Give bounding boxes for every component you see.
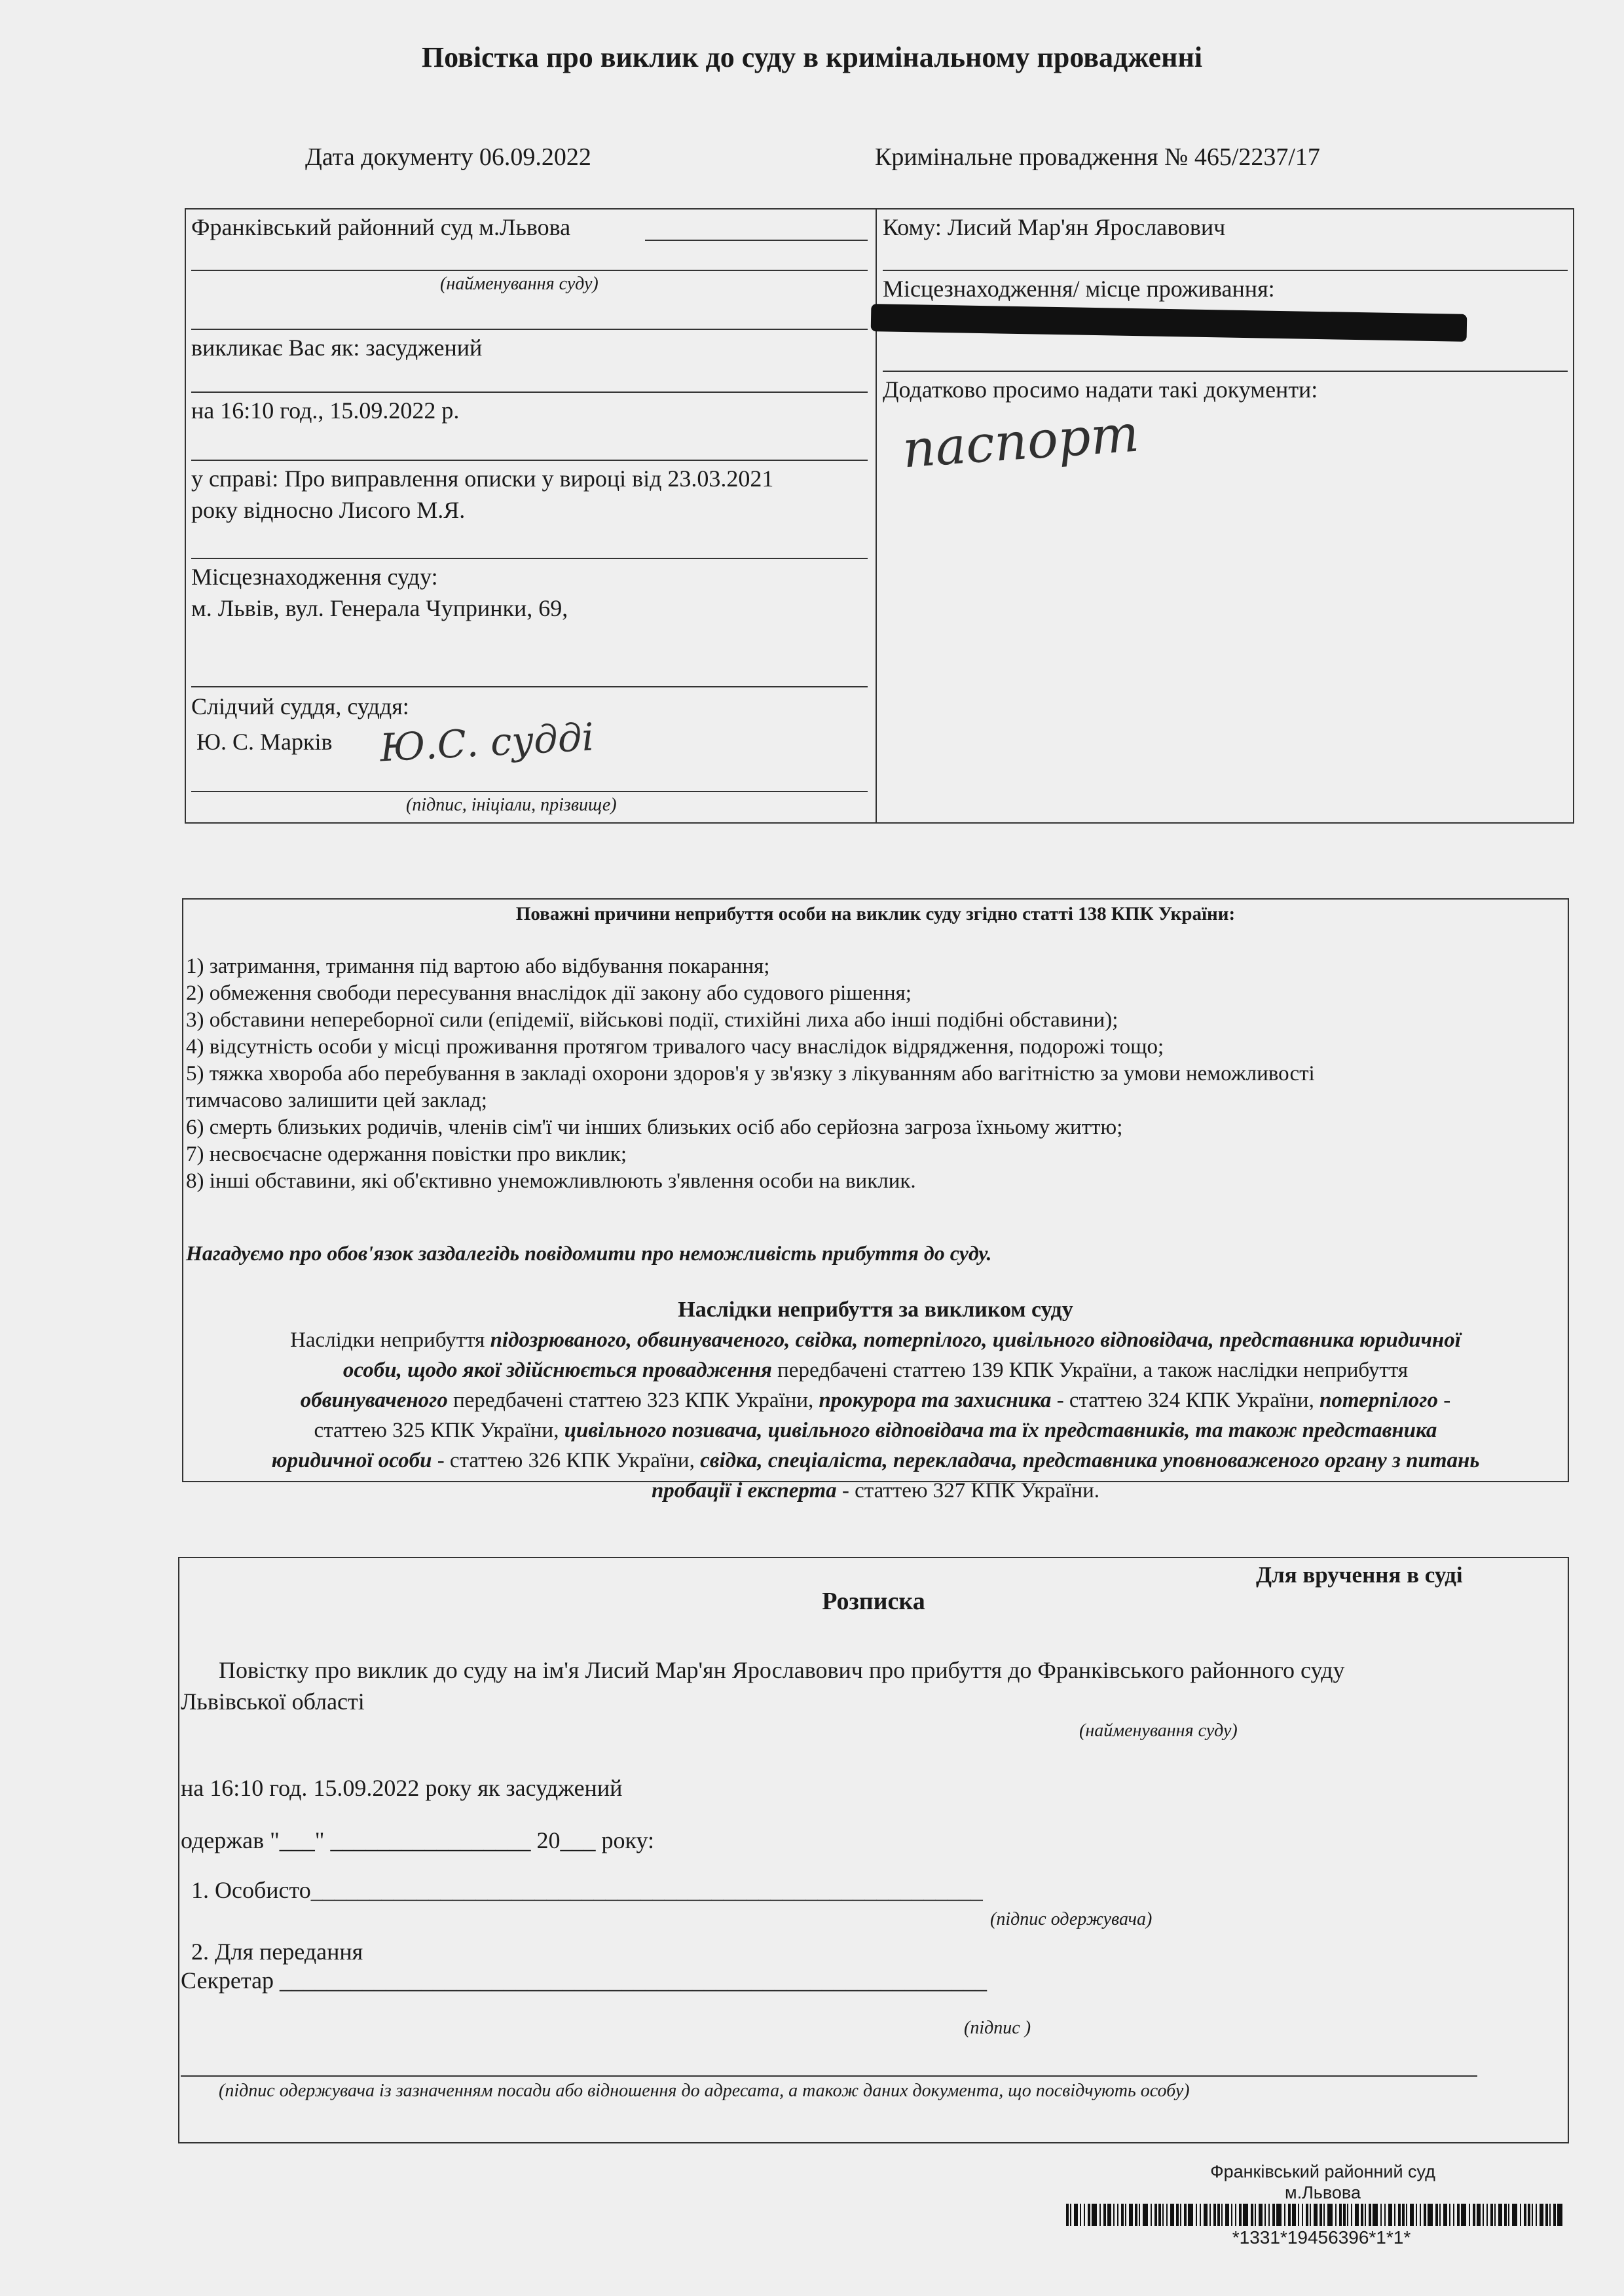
secretary-line: Секретар ____________________________________________________________	[181, 1967, 987, 1994]
barcode-bar	[1369, 2204, 1371, 2226]
barcode-bar	[1428, 2204, 1433, 2226]
barcode-bar	[1268, 2204, 1270, 2226]
separator-line	[883, 371, 1568, 372]
barcode-bar	[1384, 2204, 1386, 2226]
barcode-bar	[1520, 2204, 1521, 2226]
reminder-text: Нагадуємо про обов'язок заздалегідь повідомити про неможливість прибуття до суду.	[186, 1241, 992, 1265]
handwritten-documents: паспорт	[900, 404, 1141, 480]
barcode-bar	[1483, 2204, 1484, 2226]
barcode-bar	[1170, 2204, 1174, 2226]
barcode-bar	[1461, 2204, 1466, 2226]
barcode-bar	[1231, 2204, 1232, 2226]
barcode-bar	[1129, 2204, 1133, 2226]
court-location-label: Місцезнаходження суду:	[191, 564, 438, 590]
court-name: Франківський районний суд м.Львова	[191, 214, 571, 240]
barcode-bar	[1103, 2204, 1106, 2226]
barcode-bar	[1200, 2204, 1201, 2226]
barcode-bar	[1532, 2204, 1533, 2226]
barcode-bar	[1139, 2204, 1140, 2226]
separator-line	[883, 270, 1568, 271]
barcode-bar	[1347, 2204, 1348, 2226]
barcode-bar	[1239, 2204, 1242, 2226]
barcode-bar	[1420, 2204, 1421, 2226]
barcode-bar	[1457, 2204, 1460, 2226]
court-location-value: м. Львів, вул. Генерала Чупринки, 69,	[191, 595, 568, 621]
barcode-bar	[1125, 2204, 1126, 2226]
barcode-bar	[1343, 2204, 1346, 2226]
barcode-bar	[1335, 2204, 1337, 2226]
barcode-bar	[1204, 2204, 1208, 2226]
barcode-bar	[1314, 2204, 1318, 2226]
separator-line	[191, 558, 868, 559]
receipt-line1: Повістку про виклик до суду на ім'я Лисий Мар'ян Ярославович про прибуття до Франківського районного суду	[219, 1657, 1345, 1683]
barcode-bar	[1528, 2204, 1530, 2226]
footer-court-line2: м.Львова	[1285, 2183, 1361, 2202]
barcode-bar	[1406, 2204, 1407, 2226]
case-subject-line1: у справі: Про виправлення описки у вироці від 23.03.2021	[191, 465, 774, 492]
for-transfer-label: 2. Для передання	[191, 1939, 363, 1965]
barcode-bar	[1302, 2204, 1303, 2226]
barcode-bar	[1176, 2204, 1179, 2226]
receipt-datetime: на 16:10 год. 15.09.2022 року як засуджений	[181, 1775, 623, 1801]
barcode-bar	[1235, 2204, 1236, 2226]
barcode-bar	[1284, 2204, 1285, 2226]
barcode-bar	[1243, 2204, 1248, 2226]
barcode-bar	[1557, 2204, 1562, 2226]
barcode-bar	[1508, 2204, 1509, 2226]
barcode-bar	[1469, 2204, 1470, 2226]
separator-line	[191, 460, 868, 461]
barcode-bar	[1225, 2204, 1229, 2226]
case-number: Кримінальне провадження № 465/2237/17	[875, 143, 1320, 171]
barcode-bar	[1327, 2204, 1333, 2226]
barcode-bar	[1416, 2204, 1417, 2226]
consequences-text: Наслідки неприбуття підозрюваного, обвинуваченого, свідка, потерпілого, цивільного відповідача, представника юридичної особи, щодо якої здійснюється провадження передбачені статтею 139 КПК України, а також наслідки неприбуття обвинуваченого передбачені статтею 323 КПК України, прокурора та захисника - статтею 324 КПК України, потерпілого - статтею 325 КПК України, цивільного позивача, цивільного відповідача та їх представників, та також представника юридичної особи - статтею 326 КПК України, свідка, спеціаліста, перекладача, представника уповноваженого органу з питань пробації і експерта - статтею 327 КПК України.	[271, 1328, 1480, 1503]
barcode-bar	[1553, 2204, 1556, 2226]
barcode-bar	[1498, 2204, 1502, 2226]
barcode-bar	[1306, 2204, 1308, 2226]
barcode-bar	[1188, 2204, 1193, 2226]
barcode-bar	[1380, 2204, 1382, 2226]
document-title: Повістка про виклик до суду в кримінальному провадженні	[421, 41, 1203, 73]
barcode-bar	[1154, 2204, 1157, 2226]
court-name-line2	[191, 270, 868, 271]
barcode-bar	[1402, 2204, 1405, 2226]
barcode-bar	[1066, 2204, 1069, 2226]
barcode-bar	[1143, 2204, 1148, 2226]
judge-name: Ю. С. Марків	[196, 729, 333, 755]
recipient-name: Кому: Лисий Мар'ян Ярославович	[883, 214, 1226, 240]
barcode-bar	[1473, 2204, 1475, 2226]
barcode-bar	[1351, 2204, 1352, 2226]
receipt-line2: Львівської області	[181, 1688, 365, 1715]
barcode-bar	[1524, 2204, 1526, 2226]
barcode-bar	[1121, 2204, 1124, 2226]
barcode-bar	[1373, 2204, 1378, 2226]
bottom-caption: (підпис одержувача із зазначенням посади або відношення до адресата, а також даних документа, що посвідчують особу)	[219, 2081, 1190, 2101]
list-item: 4) відсутність особи у місці проживання протягом тривалого часу внаслідок відрядження, подорожі тощо;	[186, 1035, 1164, 1059]
barcode-bar	[1424, 2204, 1426, 2226]
barcode-bar	[1070, 2204, 1071, 2226]
barcode-bar	[1477, 2204, 1481, 2226]
barcode-bar	[1251, 2204, 1253, 2226]
barcode-bar	[1410, 2204, 1414, 2226]
barcode-bar	[1074, 2204, 1078, 2226]
barcode-bar	[1166, 2204, 1168, 2226]
barcode-bar	[1540, 2204, 1543, 2226]
barcode-bar	[1080, 2204, 1081, 2226]
barcode-bar	[1088, 2204, 1090, 2226]
barcode-bar	[1310, 2204, 1311, 2226]
for-court-label: Для вручення в суді	[1256, 1562, 1463, 1588]
barcode-bar	[1180, 2204, 1181, 2226]
barcode-bar	[1435, 2204, 1438, 2226]
table-divider	[876, 208, 877, 824]
document-date: Дата документу 06.09.2022	[305, 143, 591, 171]
barcode-bar	[1494, 2204, 1496, 2226]
barcode-bar	[1536, 2204, 1537, 2226]
judge-label: Слідчий суддя, суддя:	[191, 693, 409, 720]
barcode-bar	[1084, 2204, 1085, 2226]
list-item: 8) інші обставини, які об'єктивно унеможливлюють з'явлення особи на виклик.	[186, 1169, 916, 1193]
barcode-bar	[1158, 2204, 1161, 2226]
barcode-bar	[1355, 2204, 1359, 2226]
footer-court-line1: Франківський районний суд	[1210, 2162, 1435, 2181]
barcode-bar	[1217, 2204, 1220, 2226]
barcode-bar	[1443, 2204, 1447, 2226]
court-name-caption: (найменування суду)	[440, 274, 599, 294]
barcode-bar	[1107, 2204, 1111, 2226]
reasons-heading: Поважні причини неприбуття особи на виклик суду згідно статті 138 КПК України:	[515, 903, 1236, 924]
separator-line	[191, 329, 868, 330]
personally-line: 1. Особисто_________________________________________________________	[191, 1877, 983, 1903]
receipt-court-caption: (найменування суду)	[1079, 1721, 1238, 1741]
barcode-bar	[1264, 2204, 1266, 2226]
recipient-location-label: Місцезнаходження/ місце проживання:	[883, 276, 1275, 302]
barcode-bar	[1394, 2204, 1395, 2226]
reasons-list	[186, 953, 1561, 1195]
barcode-bar	[1092, 2204, 1097, 2226]
barcode-bar	[1099, 2204, 1101, 2226]
separator-line	[191, 686, 868, 687]
barcode-bar	[1196, 2204, 1197, 2226]
received-line: одержав "___" _________________ 20___ року:	[181, 1827, 655, 1853]
court-name-underline	[645, 240, 868, 241]
barcode-bar	[1449, 2204, 1450, 2226]
bottom-signature-line	[181, 2075, 1477, 2077]
receipt-heading: Розписка	[822, 1588, 925, 1615]
list-item: 2) обмеження свободи пересування внаслідок дії закону або судового рішення;	[186, 981, 912, 1005]
barcode-bar	[1184, 2204, 1187, 2226]
barcode-bar	[1298, 2204, 1299, 2226]
barcode-bar	[1361, 2204, 1363, 2226]
barcode-bar	[1288, 2204, 1291, 2226]
barcode-bar	[1135, 2204, 1137, 2226]
barcode-bar	[1151, 2204, 1152, 2226]
recipient-signature-caption: (підпис одержувача)	[990, 1909, 1153, 1929]
secretary-signature-caption: (підпис )	[964, 2018, 1031, 2038]
barcode-bar	[1490, 2204, 1493, 2226]
barcode-bar	[1323, 2204, 1325, 2226]
barcode-bar	[1320, 2204, 1322, 2226]
barcode-bar	[1512, 2204, 1517, 2226]
list-item: 5) тяжка хвороба або перебування в закладі охорони здоров'я у зв'язку з лікуванням або вагітністю за умови неможливості	[186, 1062, 1315, 1085]
barcode-bar	[1398, 2204, 1401, 2226]
barcode-bar	[1388, 2204, 1392, 2226]
barcode-bar	[1545, 2204, 1548, 2226]
barcode-bar	[1339, 2204, 1342, 2226]
barcode-bar	[1276, 2204, 1282, 2226]
barcode-bar	[1504, 2204, 1507, 2226]
summons-as: викликає Вас як: засуджений	[191, 335, 483, 361]
list-item: тимчасово залишити цей заклад;	[186, 1089, 487, 1112]
barcode-bar	[1255, 2204, 1256, 2226]
hearing-datetime: на 16:10 год., 15.09.2022 р.	[191, 397, 460, 424]
barcode-bar	[1221, 2204, 1223, 2226]
judge-caption: (підпис, ініціали, прізвище)	[406, 795, 617, 815]
barcode-bar	[1209, 2204, 1211, 2226]
list-item: 7) несвоєчасне одержання повістки про виклик;	[186, 1142, 627, 1166]
barcode-bar	[1549, 2204, 1551, 2226]
consequences-heading: Наслідки неприбуття за викликом суду	[678, 1298, 1073, 1322]
judge-signature: Ю.С. судді	[378, 714, 595, 771]
barcode-bar	[1162, 2204, 1164, 2226]
barcode	[1066, 2204, 1577, 2226]
barcode-bar	[1272, 2204, 1275, 2226]
barcode-bar	[1365, 2204, 1366, 2226]
signature-line	[191, 791, 868, 792]
barcode-bar	[1113, 2204, 1115, 2226]
barcode-bar	[1259, 2204, 1263, 2226]
separator-line	[191, 392, 868, 393]
barcode-bar	[1117, 2204, 1118, 2226]
barcode-bar	[1292, 2204, 1296, 2226]
list-item: 6) смерть близьких родичів, членів сім'ї чи інших близьких осіб або серйозна загроза їхньому життю;	[186, 1116, 1123, 1139]
barcode-text: *1331*19456396*1*1*	[1232, 2227, 1411, 2248]
barcode-bar	[1213, 2204, 1216, 2226]
list-item: 3) обставини непереборної сили (епідемії, військові події, стихійні лиха або інші подібні обставини);	[186, 1008, 1118, 1032]
barcode-bar	[1439, 2204, 1441, 2226]
documents-request-label: Додатково просимо надати такі документи:	[883, 376, 1318, 403]
list-item: 1) затримання, тримання під вартою або відбування покарання;	[186, 955, 770, 978]
barcode-bar	[1486, 2204, 1488, 2226]
barcode-bar	[1453, 2204, 1454, 2226]
case-subject-line2: року відносно Лисого М.Я.	[191, 497, 466, 523]
